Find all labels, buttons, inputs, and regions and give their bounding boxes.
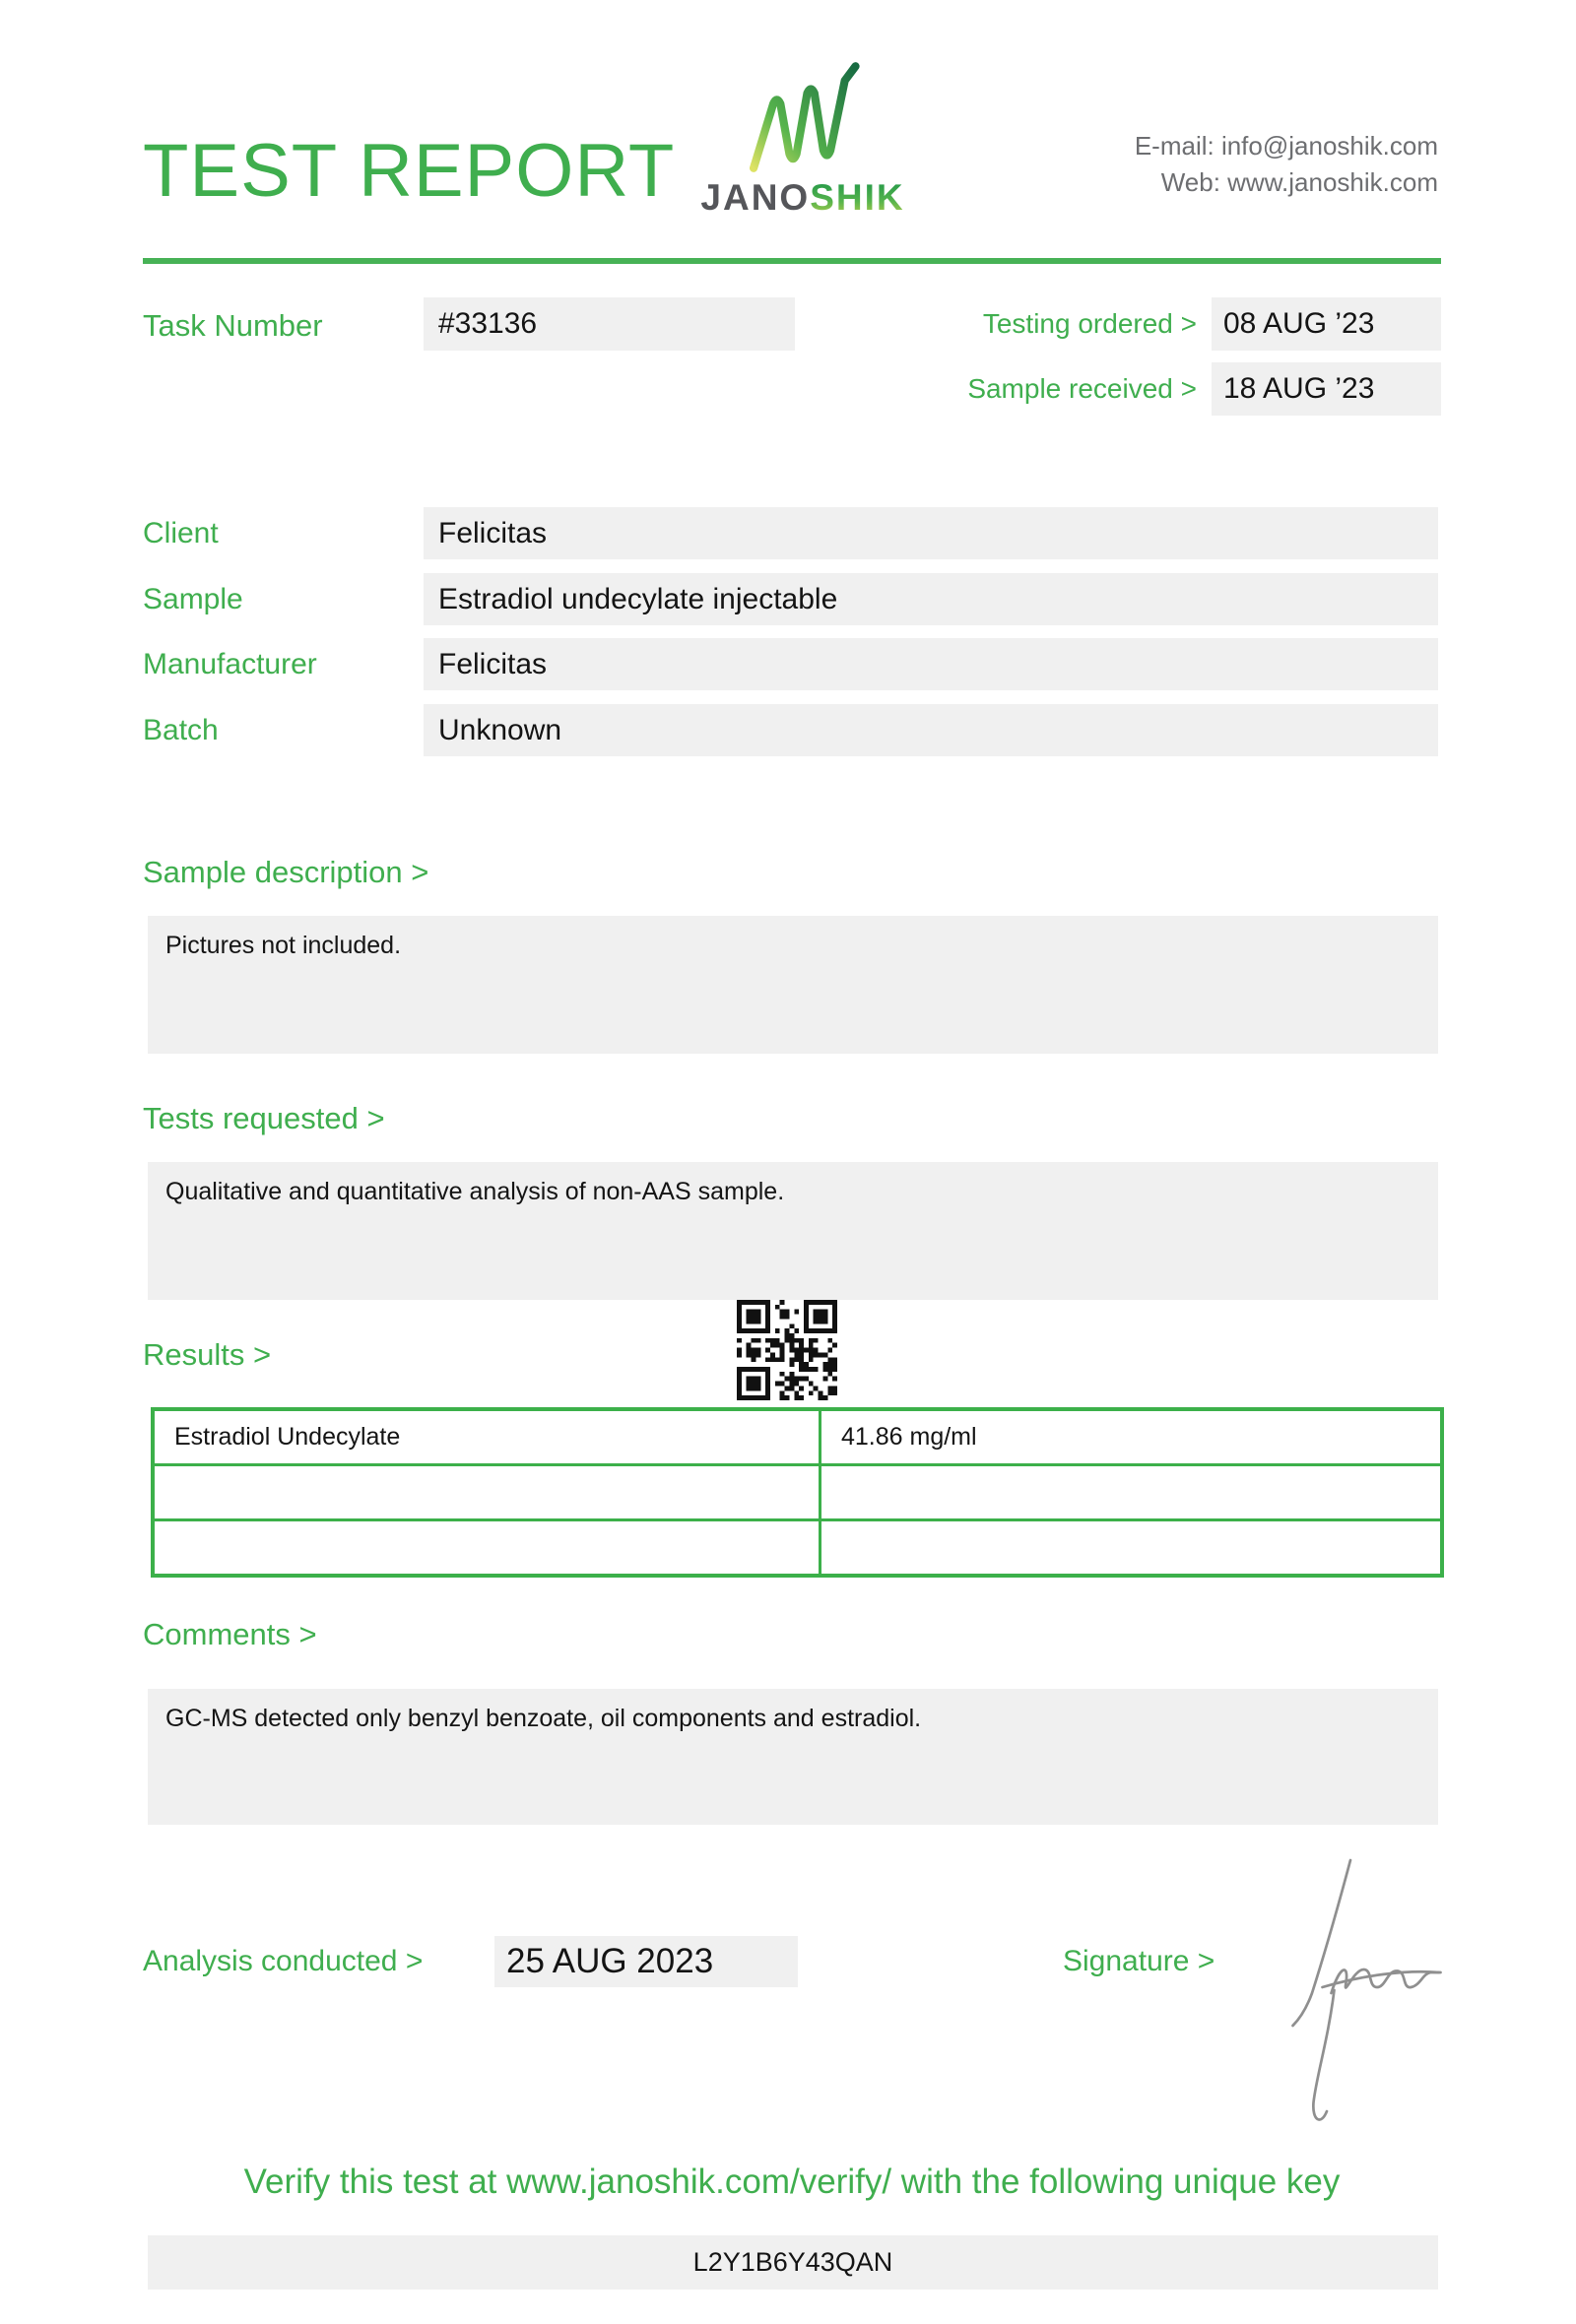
- results-row: [153, 1465, 1442, 1520]
- page-title: TEST REPORT: [143, 129, 676, 213]
- janoshik-logo: [680, 57, 926, 219]
- result-value: 41.86 mg/ml: [821, 1409, 1443, 1465]
- unique-key: L2Y1B6Y43QAN: [692, 2247, 893, 2277]
- results-table: [151, 1407, 1444, 1578]
- manufacturer-value: Felicitas: [424, 638, 1438, 690]
- result-substance: Estradiol Undecylate: [153, 1409, 821, 1465]
- chart-peaks-icon: [745, 57, 861, 177]
- qr-code: [737, 1300, 837, 1400]
- client-label: Client: [143, 517, 219, 549]
- sample-value: Estradiol undecylate injectable: [424, 573, 1438, 625]
- sample-label: Sample: [143, 583, 243, 615]
- header-divider: [143, 258, 1441, 264]
- web-line: Web: www.janoshik.com: [1160, 167, 1438, 197]
- tests-requested-text: Qualitative and quantitative analysis of non-AAS sample.: [165, 1178, 785, 1205]
- tests-requested-heading: Tests requested >: [143, 1101, 385, 1135]
- results-heading: Results >: [143, 1337, 272, 1372]
- testing-ordered-label: Testing ordered >: [982, 308, 1197, 339]
- logo-wordmark: [680, 177, 926, 219]
- signature-scribble: [1266, 1840, 1482, 2135]
- comments-heading: Comments >: [143, 1617, 317, 1651]
- result-value: [821, 1465, 1443, 1520]
- result-substance: [153, 1520, 821, 1577]
- verify-instruction: Verify this test at www.janoshik.com/verify/ with the following unique key: [243, 2163, 1341, 2201]
- sample-description-text: Pictures not included.: [165, 932, 402, 959]
- unique-key-box: [148, 2235, 1438, 2290]
- task-number-value: #33136: [424, 297, 795, 351]
- tests-requested-box: [148, 1162, 1438, 1300]
- email-line: E-mail: info@janoshik.com: [1134, 131, 1438, 161]
- analysis-conducted-label: Analysis conducted >: [143, 1945, 424, 1977]
- comments-text: GC-MS detected only benzyl benzoate, oil components and estradiol.: [165, 1705, 922, 1732]
- testing-ordered-value: 08 AUG ’23: [1212, 297, 1441, 351]
- result-substance: [153, 1465, 821, 1520]
- results-row: [153, 1520, 1442, 1577]
- sample-received-value: 18 AUG ’23: [1212, 362, 1441, 416]
- comments-box: [148, 1689, 1438, 1825]
- manufacturer-label: Manufacturer: [143, 648, 317, 680]
- sample-description-heading: Sample description >: [143, 855, 429, 889]
- logo-text-jano: JANO: [700, 177, 811, 218]
- sample-description-box: [148, 916, 1438, 1054]
- logo-text-shik: SHIK: [810, 177, 905, 218]
- result-value: [821, 1520, 1443, 1577]
- sample-received-label: Sample received >: [967, 373, 1197, 404]
- results-row: [153, 1409, 1442, 1465]
- task-number-label: Task Number: [143, 308, 323, 343]
- contact-block: [1135, 128, 1438, 201]
- client-value: Felicitas: [424, 507, 1438, 559]
- analysis-conducted-value: 25 AUG 2023: [494, 1936, 798, 1987]
- batch-label: Batch: [143, 714, 219, 746]
- signature-label: Signature >: [1063, 1945, 1215, 1977]
- batch-value: Unknown: [424, 704, 1438, 756]
